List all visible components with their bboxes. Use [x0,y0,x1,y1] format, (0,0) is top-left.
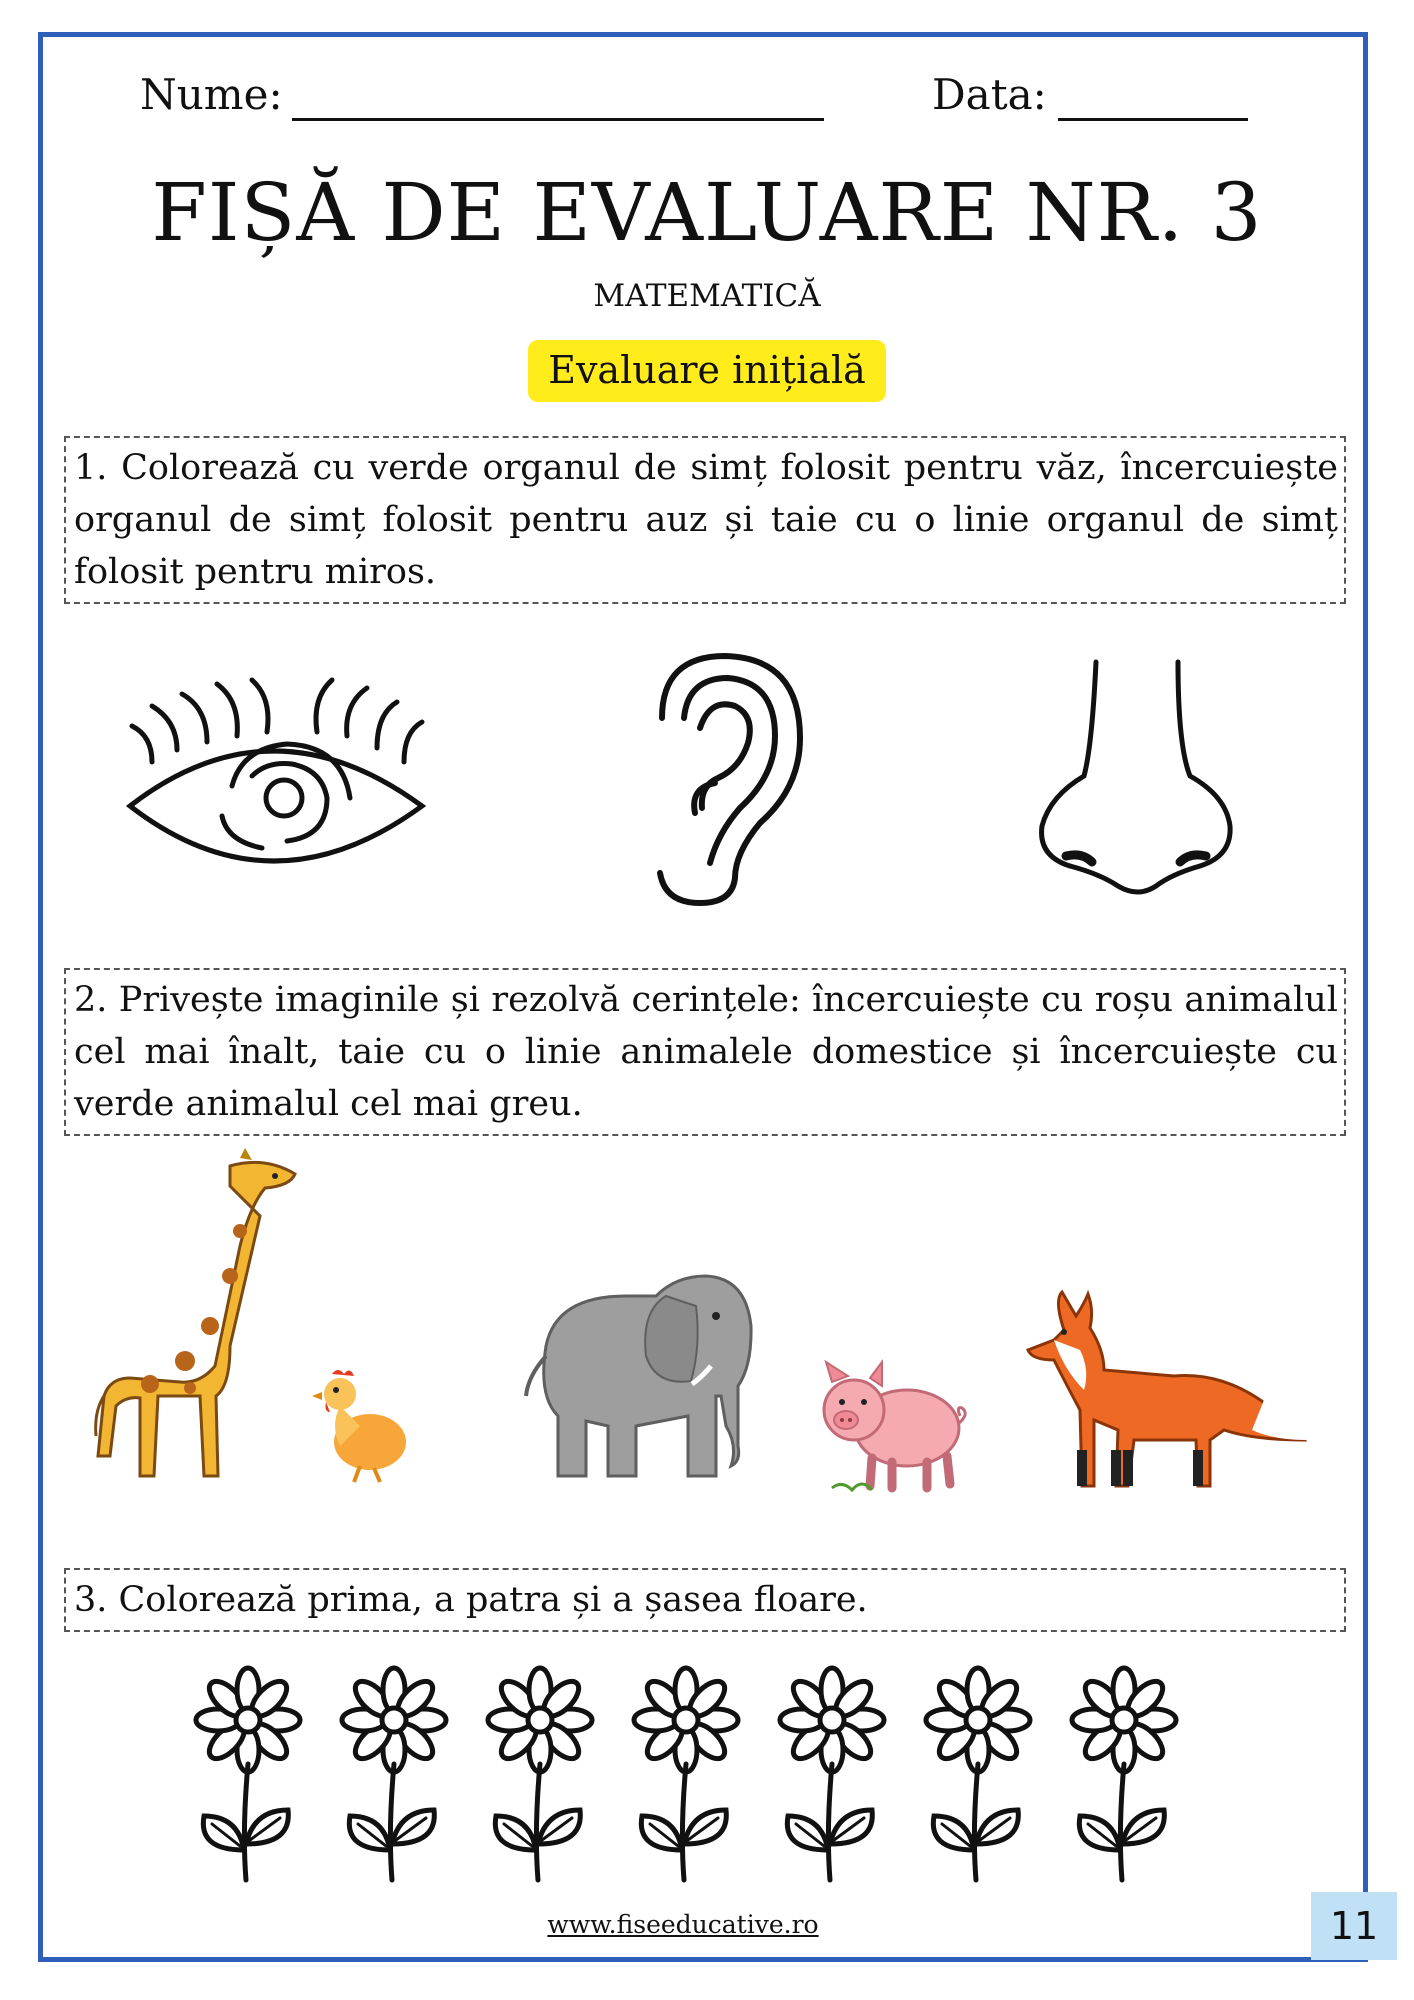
subject-label: MATEMATICĂ [593,278,821,314]
flower-row [188,1662,1228,1882]
evaluation-badge: Evaluare inițială [528,340,886,402]
date-blank-line[interactable] [1058,118,1248,121]
flower-2[interactable] [342,1668,446,1880]
name-label: Nume: [140,70,283,119]
page-title: FIȘĂ DE EVALUARE NR. 3 [151,166,1263,259]
nose-icon [1030,656,1240,896]
flower-7[interactable] [1072,1668,1176,1880]
hen-icon [310,1366,410,1486]
task-2: 2. Privește imaginile și rezolvă cerințele: încercuiește cu roșu animalul cel mai înalt, taie cu o linie animalele domestice și încercuiește cu verde animalul cel mai greu. [64,968,1346,1136]
name-blank-line[interactable] [292,118,824,121]
giraffe-icon [90,1146,310,1486]
footer-url[interactable]: www.fiseeducative.ro [547,1910,819,1939]
flower-6[interactable] [926,1668,1030,1880]
page-number: 11 [1311,1892,1397,1960]
flower-5[interactable] [780,1668,884,1880]
ear-icon [640,648,810,908]
fox-icon [1024,1290,1314,1490]
flower-1[interactable] [196,1668,300,1880]
badge-wrap [0,340,1414,402]
pig-icon [812,1358,972,1498]
date-label: Data: [932,70,1047,119]
flower-4[interactable] [634,1668,738,1880]
eye-icon [122,666,442,866]
header [0,62,1414,122]
elephant-icon [516,1256,766,1486]
task-3: 3. Colorează prima, a patra și a șasea floare. [64,1568,1346,1632]
task-1: 1. Colorează cu verde organul de simț folosit pentru văz, încercuiește organul de simț folosit pentru auz și taie cu o linie organul de simț folosit pentru miros. [64,436,1346,604]
flower-3[interactable] [488,1668,592,1880]
